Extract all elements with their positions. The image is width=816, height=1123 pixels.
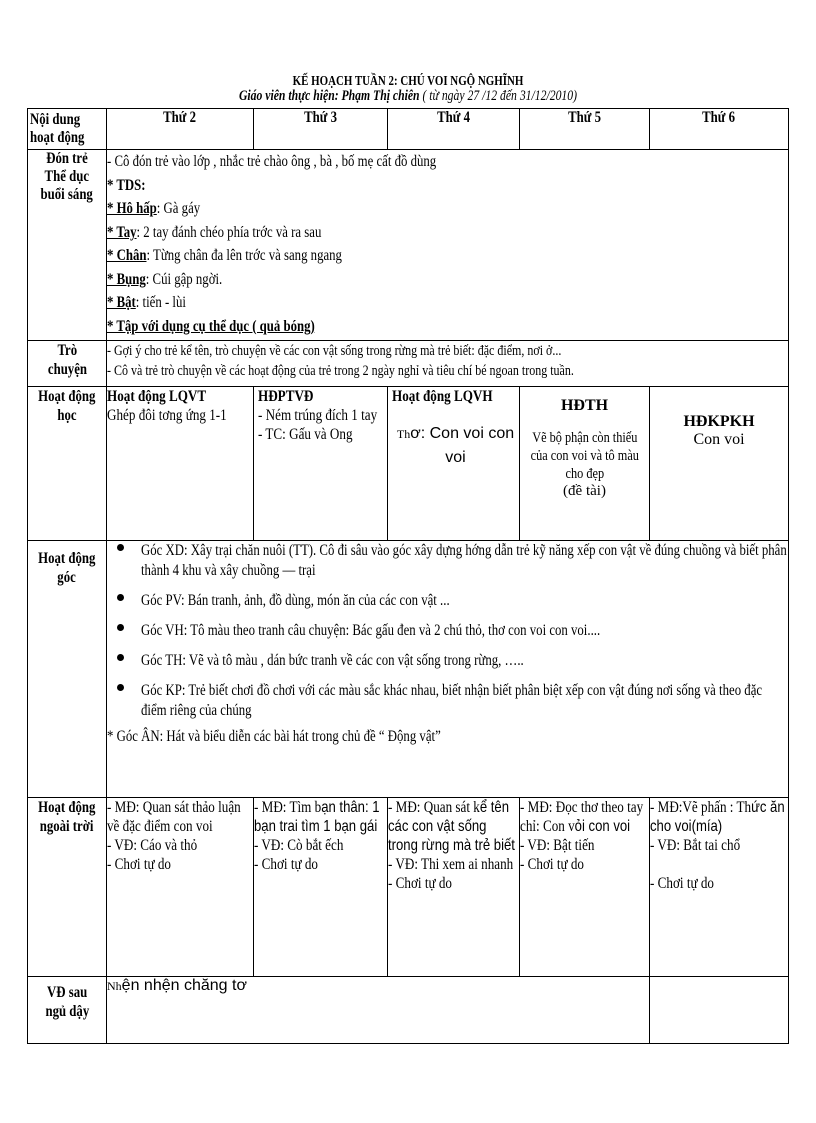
corner-item-pv: Góc PV: Bán tranh, ảnh, đồ dùng, món ăn của các con vật ... bbox=[107, 591, 788, 611]
study-fri: HĐKPKH Con voi bbox=[650, 387, 789, 540]
outdoor-fri: - MĐ:Vẽ phấn : Thức ăn cho voi(mía) - VĐ: Bắt tai chổ - Chơi tự do bbox=[650, 797, 789, 977]
row-label-chat: Trò chuyện bbox=[28, 340, 107, 386]
header-wed: Thứ 4 bbox=[388, 109, 520, 150]
corner-content bbox=[107, 540, 789, 797]
row-label-morning: Đón trẻ Thể dục buổi sáng bbox=[28, 150, 107, 341]
afternoon-content: Nhện nhện chăng tơ bbox=[107, 977, 650, 1044]
corner-item-kp: Góc KP: Trẻ biết chơi đồ chơi với các màu sắc khác nhau, biết nhận biết phân biệt xếp con vật đúng nơi sống và theo đặc điểm riêng của chúng bbox=[107, 681, 788, 721]
header-fri: Thứ 6 bbox=[650, 109, 789, 150]
corner-item-th: Góc TH: Vẽ và tô màu , dán bức tranh về các con vật sống trong rừng, ….. bbox=[107, 651, 788, 671]
chat-row bbox=[28, 340, 789, 386]
header-thu: Thứ 5 bbox=[520, 109, 650, 150]
study-thu: HĐTH Vẽ bộ phận còn thiếu của con voi và tô màu cho đẹp (đề tài) bbox=[520, 387, 650, 540]
corner-item-an: * Góc ÂN: Hát và biểu diễn các bài hát trong chủ đề “ Động vật” bbox=[107, 727, 441, 745]
study-row bbox=[28, 387, 789, 540]
study-wed: Hoạt động LQVH Thơ: Con voi con voi bbox=[388, 387, 520, 540]
row-label-outdoor: Hoạt động ngoài trời bbox=[28, 797, 107, 977]
afternoon-empty bbox=[650, 977, 789, 1044]
header-tue: Thứ 3 bbox=[254, 109, 388, 150]
corner-list bbox=[107, 541, 788, 721]
outdoor-tue: - MĐ: Tìm bạn thân: 1 bạn trai tìm 1 bạn gái - VĐ: Cò bắt ếch - Chơi tự do bbox=[254, 797, 388, 977]
weekly-plan-table bbox=[27, 108, 789, 1044]
row-label-afternoon: VĐ sau ngủ dậy bbox=[28, 977, 107, 1044]
row-label-corner: Hoạt động góc bbox=[28, 540, 107, 797]
morning-row bbox=[28, 150, 789, 341]
header-mon: Thứ 2 bbox=[107, 109, 254, 150]
outdoor-row bbox=[28, 797, 789, 977]
afternoon-row bbox=[28, 977, 789, 1044]
row-label-study: Hoạt động học bbox=[28, 387, 107, 540]
page-title: KẾ HOẠCH TUẦN 2: CHÚ VOI NGỘ NGHĨNH bbox=[292, 74, 524, 89]
outdoor-thu: - MĐ: Đọc thơ theo tay chỉ: Con vỏi con voi - VĐ: Bật tiến - Chơi tự do bbox=[520, 797, 650, 977]
header-content: Nội dung hoạt động bbox=[28, 109, 107, 150]
date-range: ( từ ngày 27 /12 đến 31/12/2010) bbox=[419, 88, 578, 104]
corner-item-vh: Góc VH: Tô màu theo tranh câu chuyện: Bác gấu đen và 2 chú thỏ, thơ con voi con voi.... bbox=[107, 621, 788, 641]
table-header-row bbox=[28, 109, 789, 150]
page-subtitle bbox=[90, 88, 726, 105]
corner-item-xd: Góc XD: Xây trại chăn nuôi (TT). Cô đi sâu vào góc xây dựng hớng dẫn trẻ kỹ năng xếp con vật về đúng chuồng và biết phân thành 4 khu và xây chuồng — trại bbox=[107, 541, 788, 581]
outdoor-wed: - MĐ: Quan sát kể tên các con vật sống trong rừng mà trẻ biết - VĐ: Thi xem ai nhanh - Chơi tự do bbox=[388, 797, 520, 977]
outdoor-mon: - MĐ: Quan sát thảo luận về đặc điểm con voi - VĐ: Cáo và thỏ - Chơi tự do bbox=[107, 797, 254, 977]
chat-content: - Gợi ý cho trẻ kể tên, trò chuyện về các con vật sống trong rừng mà trẻ biết: đặc điểm, nơi ở... - Cô và trẻ trò chuyện về các hoạt động của trẻ trong 2 ngày nghỉ và tiêu chí bé ngoan trong tuần. bbox=[107, 340, 789, 386]
morning-content: - Cô đón trẻ vào lớp , nhắc trẻ chào ông , bà , bố mẹ cất đồ dùng * TDS: * Hô hấp: Gà gáy * Tay: 2 tay đánh chéo phía trớc và ra sau * Chân: Từng chân đa lên trớc và sang ngang * Bụng: Cúi gập ngời. * Bật: tiến - lùi * Tập với dụng cụ thể dục ( quả bóng) bbox=[107, 150, 789, 341]
teacher-label: Giáo viên thực hiện: Phạm Thị chiên bbox=[238, 88, 420, 104]
study-tue: HĐPTVĐ - Ném trúng đích 1 tay - TC: Gấu và Ong bbox=[254, 387, 388, 540]
corner-row bbox=[28, 540, 789, 797]
study-mon: Hoạt động LQVT Ghép đôi tơng ứng 1-1 bbox=[107, 387, 254, 540]
